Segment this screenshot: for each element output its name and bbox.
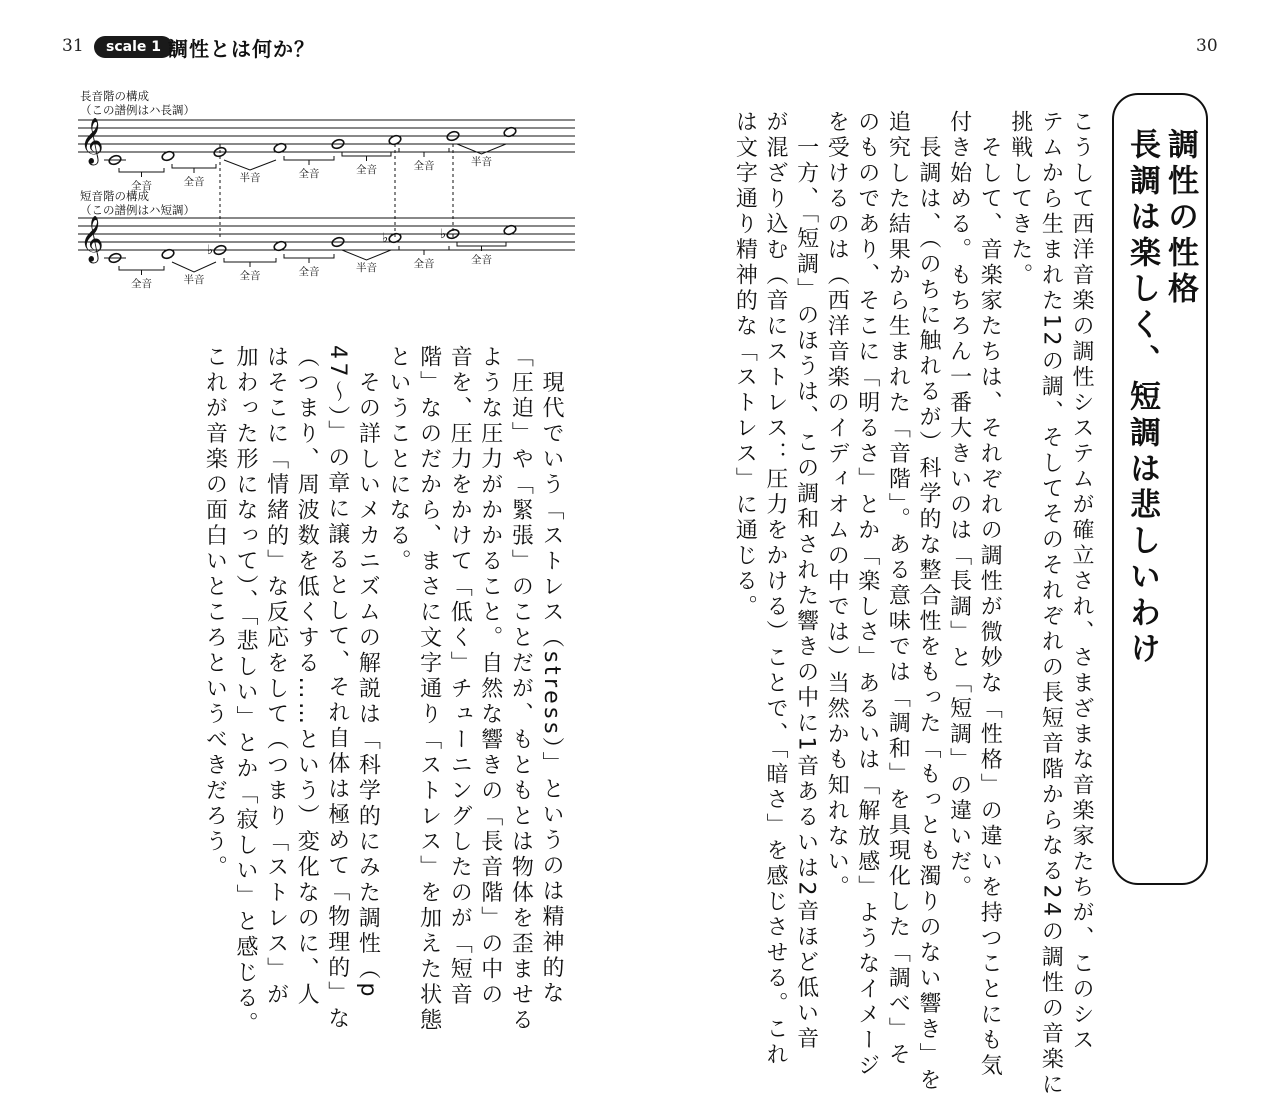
interval-label: 半音 xyxy=(183,274,205,286)
text-column: （つまり、周波数を低くする……という）変化なのに、人 xyxy=(294,345,320,1008)
interval-label: 全音 xyxy=(413,258,435,270)
scale-diagram xyxy=(70,100,590,300)
text-column: 追究した結果から生まれた「音階」。ある意味では「調和」を具現化した「調べ」そ xyxy=(885,110,911,1068)
right-page-number: 30 xyxy=(1196,36,1218,56)
interval-label: 全音 xyxy=(239,270,261,282)
interval-label: 半音 xyxy=(471,156,492,168)
text-column: ような圧力がかかること。自然な響きの「長音階」の中の xyxy=(477,345,503,1008)
flat-icon: ♭ xyxy=(440,227,447,242)
text-column: は文字通り精神的な「ストレス」に通じる。 xyxy=(732,110,758,620)
interval-label: 全音 xyxy=(298,266,320,278)
minor-caption-line2: （この譜例はハ短調） xyxy=(80,203,195,217)
treble-clef-icon: 𝄞 xyxy=(80,118,104,164)
text-column: 音を、圧力をかけて「低く」チューニングしたのが「短音 xyxy=(447,345,473,1008)
text-column: 現代でいう「ストレス（stress）」というのは精神的な xyxy=(539,345,564,1007)
interval-label: 全音 xyxy=(131,278,152,290)
text-column: 加わった形になって）、「悲しい」とか「寂しい」と感じる。 xyxy=(233,345,258,1037)
interval-label: 全音 xyxy=(183,176,205,188)
major-caption-line1: 長音階の構成 xyxy=(80,89,149,103)
text-column: テムから生まれた12の調、そしてそのそれぞれの長短音階からなる24の調性の音楽に xyxy=(1038,110,1064,1098)
text-column: その詳しいメカニズムの解説は「科学的にみた調性（p xyxy=(355,345,381,1000)
text-column: 一方、「短調」のほうは、この調和された響きの中に1音あるいは2音ほど低い音 xyxy=(793,110,819,1052)
interval-label: 半音 xyxy=(356,262,377,274)
text-column: こうして西洋音楽の調性システムが確立され、さまざまな音楽家たちが、このシス xyxy=(1069,110,1094,1054)
text-column: のものであり、そこに「明るさ」とか「楽しさ」あるいは「解放感」ようなイメージ xyxy=(854,110,880,1079)
text-column: そして、音楽家たちは、それぞれの調性が微妙な「性格」の違いを持つことにも気 xyxy=(977,110,1003,1079)
text-column: を受けるのは（西洋音楽のイディオムの中では）当然かも知れない。 xyxy=(824,110,850,901)
text-column: 「圧迫」や「緊張」のことだが、もともとは物体を歪ませる xyxy=(508,345,534,1034)
chapter-badge: scale 1 xyxy=(94,36,173,58)
minor-caption-line1: 短音階の構成 xyxy=(80,189,149,203)
text-column: ということになる。 xyxy=(386,345,411,575)
interval-label: 全音 xyxy=(471,254,492,266)
interval-label: 全音 xyxy=(298,168,320,180)
left-page-number: 31 xyxy=(62,36,84,56)
section-heading-line2: 長調は楽しく、短調は悲しいわけ xyxy=(1124,128,1160,668)
text-column: 挑戦してきた。 xyxy=(1007,110,1033,289)
treble-clef-icon: 𝄞 xyxy=(80,216,104,262)
interval-label: 全音 xyxy=(131,180,152,192)
text-column: 階」なのだから、まさに文字通り「ストレス」を加えた状態 xyxy=(416,345,442,1034)
flat-icon: ♭ xyxy=(382,231,389,246)
text-column: が混ざり込む（音にストレス：圧力をかける）ことで、「暗さ」を感じさせる。これ xyxy=(763,110,788,1068)
running-title: 調性とは何か？ xyxy=(168,37,315,61)
text-column: はそこに「情緒的」な反応をして（つまり「ストレス」が xyxy=(263,345,289,1008)
text-column: 付き始める。もちろん一番大きいのは「長調」と「短調」の違いだ。 xyxy=(946,110,972,901)
flat-icon: ♭ xyxy=(207,243,214,258)
text-column: これが音楽の面白いところというべきだろう。 xyxy=(202,345,228,881)
interval-label: 半音 xyxy=(239,172,261,184)
interval-label: 全音 xyxy=(356,164,377,176)
section-heading-line1: 調性の性格 xyxy=(1162,128,1198,308)
text-column: 47～）」の章に譲るとして、それ自体は極めて「物理的」な xyxy=(324,345,350,1032)
text-column: 長調は、（のちに触れるが）科学的な整合性をもった「もっとも濁りのない響き」を xyxy=(916,110,941,1094)
interval-label: 全音 xyxy=(413,160,435,172)
major-caption-line2: （この譜例はハ長調） xyxy=(80,103,195,117)
